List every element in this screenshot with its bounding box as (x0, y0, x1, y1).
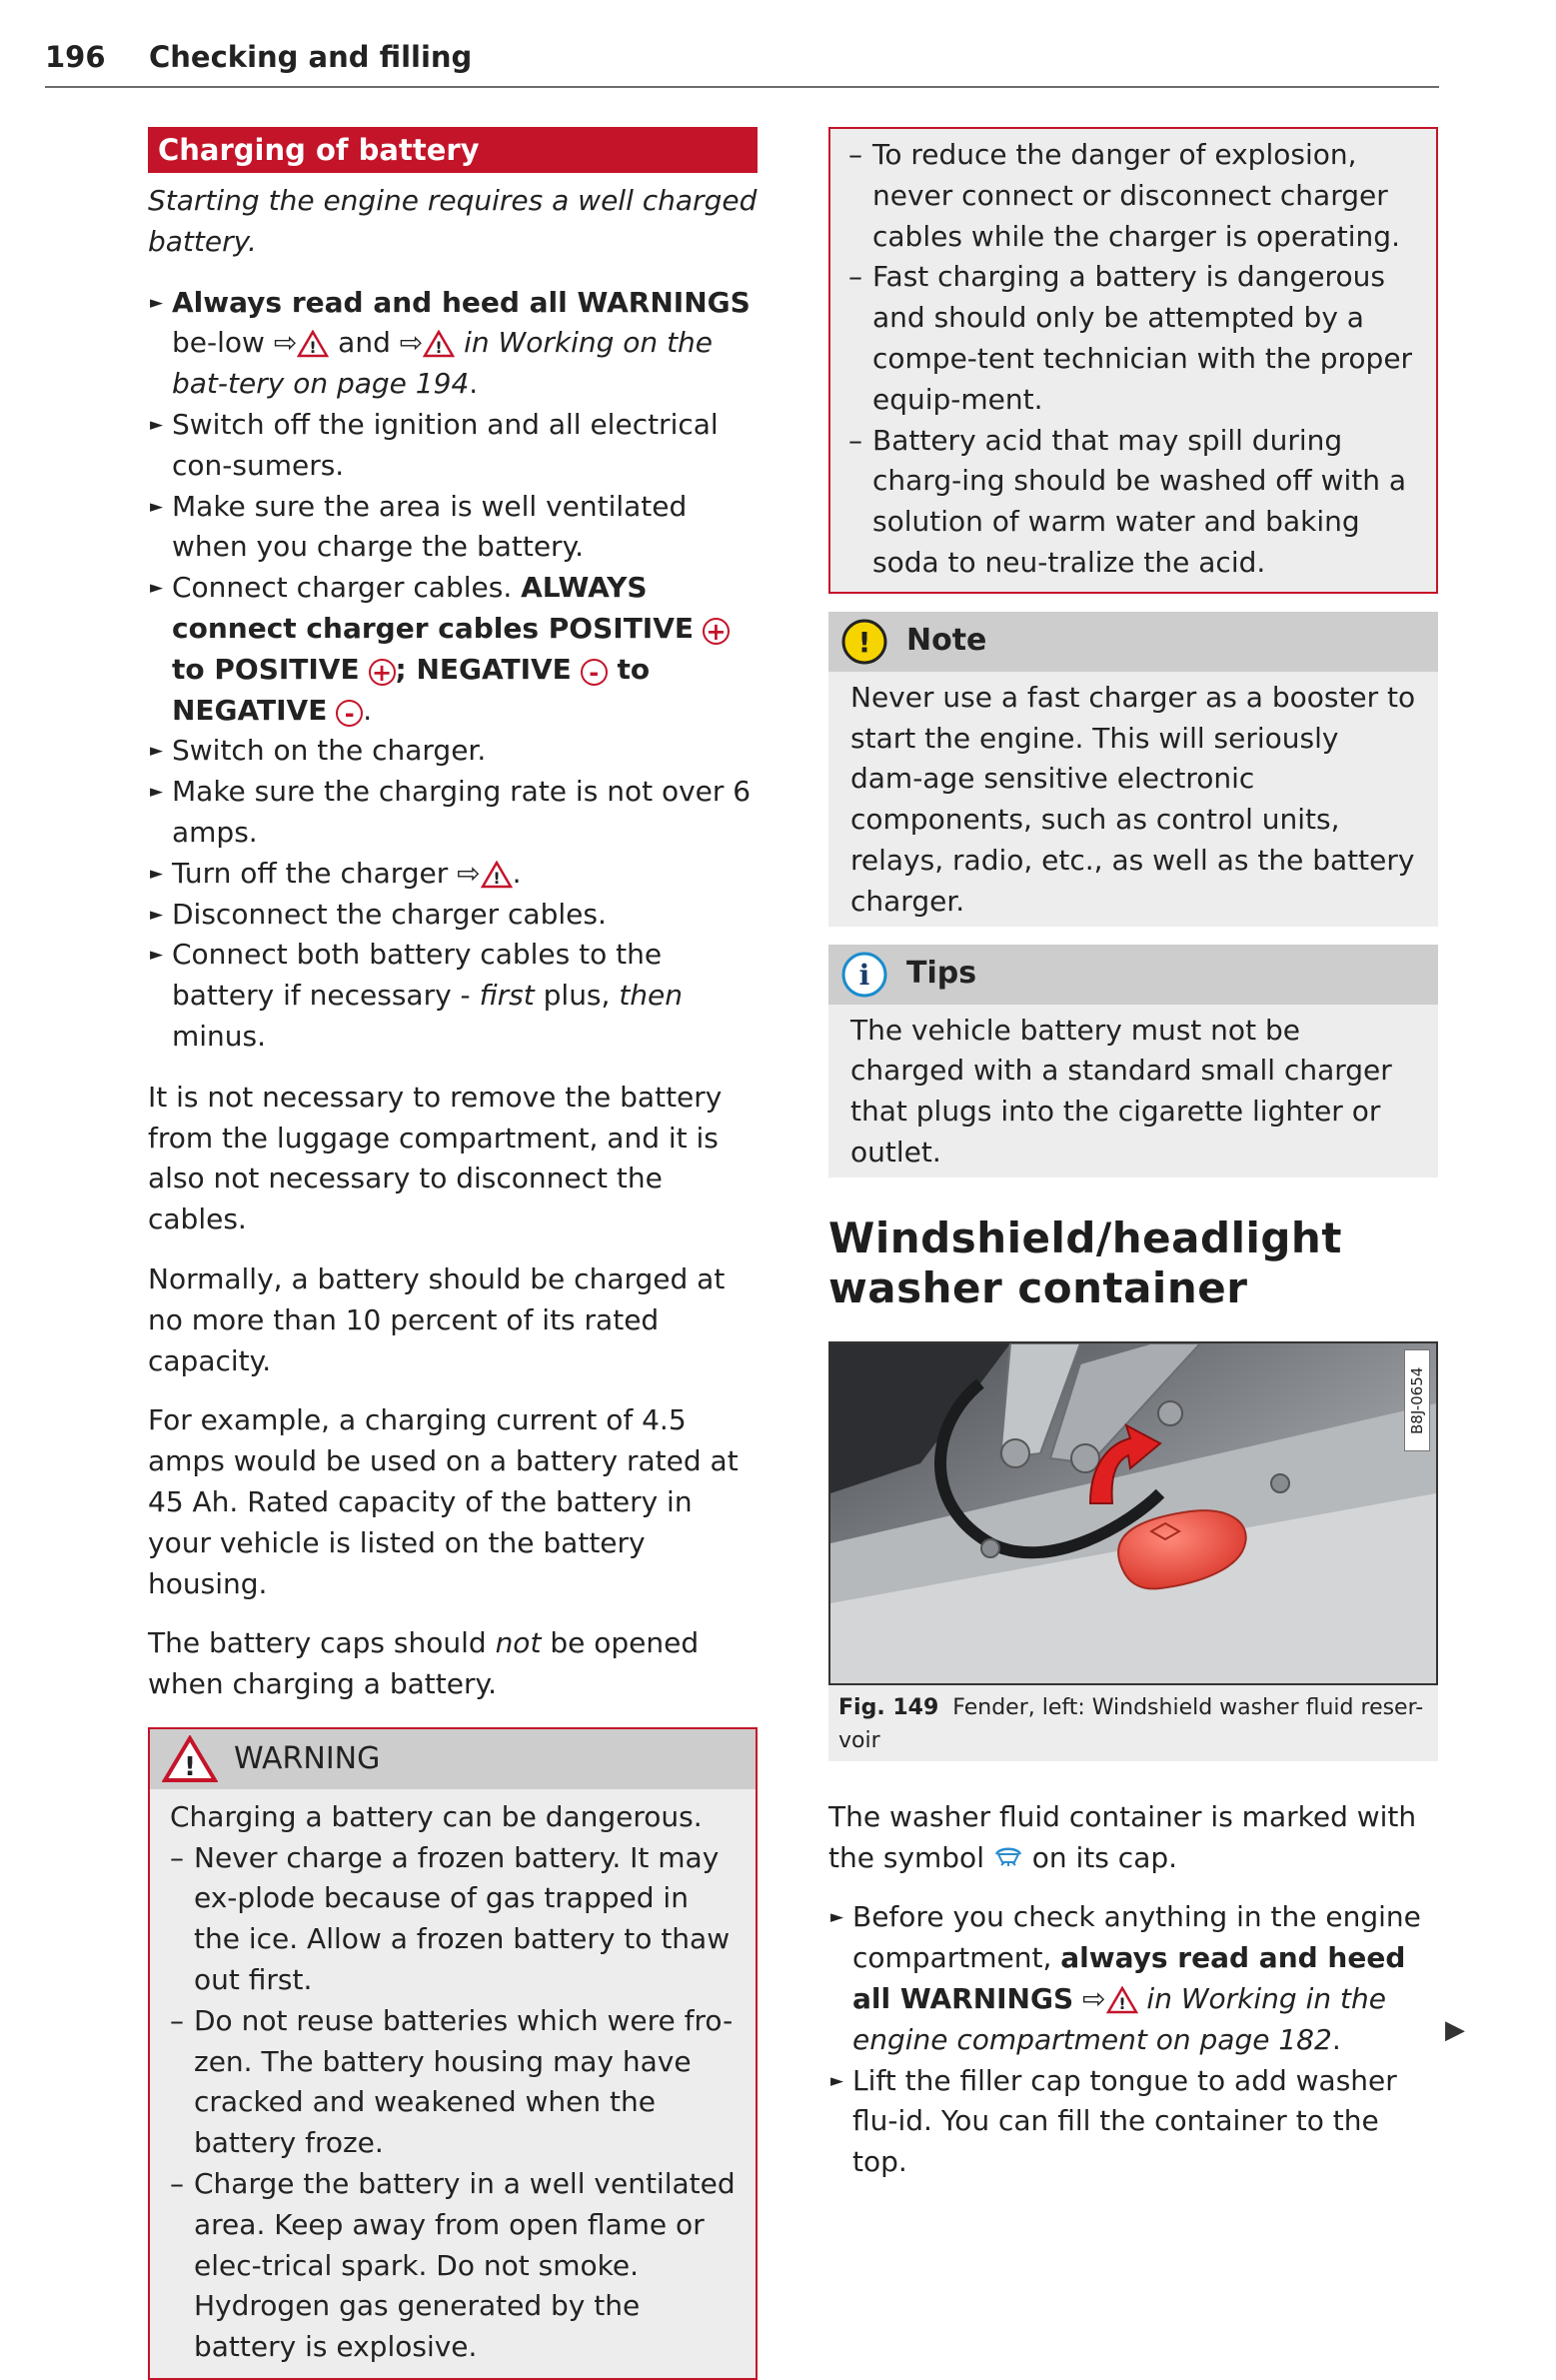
bullet-arrow-icon: ► (150, 578, 164, 599)
bullet-arrow-icon: ► (150, 863, 164, 884)
warning-triangle-icon (1106, 1986, 1138, 2014)
positive-terminal-icon: + (703, 618, 730, 645)
page-number: 196 (45, 40, 106, 74)
bullet-arrow-icon: ► (150, 782, 164, 803)
figure-code: B8J-0654 (1404, 1349, 1430, 1451)
bullet-arrow-icon: ► (150, 292, 164, 313)
chapter-title: Checking and filling (149, 40, 473, 74)
list-item: – To reduce the danger of explosion, never connect or disconnect charger cables while the charger is operating. (848, 135, 1418, 257)
negative-terminal-icon: - (581, 659, 608, 686)
list-item: – Battery acid that may spill during charg-ing should be washed off with a solution of warm water and baking soda to neu-tralize the acid. (848, 421, 1418, 584)
figure-image (828, 1341, 1438, 1685)
section-heading: Charging of battery (148, 127, 758, 173)
list-item: ► Lift the filler cap tongue to add washer flu-id. You can fill the container to the top. (828, 2061, 1438, 2183)
continue-arrow-icon: ▶ (1445, 2015, 1465, 2045)
list-item: – Fast charging a battery is dangerous and should only be attempted by a compe-tent technician with the proper equip-ment. (848, 257, 1418, 420)
list-item: – Never charge a frozen battery. It may ex-plode because of gas trapped in the ice. Allow a frozen battery to thaw out first. (170, 1838, 738, 2001)
bullet-arrow-icon: ► (150, 414, 164, 435)
charging-steps (148, 283, 758, 1058)
list-item: – Charge the battery in a well ventilated area. Keep away from open flame or elec-trical spark. Do not smoke. Hydrogen gas generated by the battery is explosive. (170, 2164, 738, 2368)
note-text: Never use a fast charger as a booster to start the engine. This will seriously dam-age sensitive electronic components, such as control units, relays, radio, etc., as well as the battery charger. (850, 680, 1416, 918)
paragraph: The washer fluid container is marked with the symbol on its cap. (828, 1799, 1417, 1874)
bullet-arrow-icon: ► (150, 945, 164, 966)
list-item: ► Make sure the area is well ventilated when you charge the battery. (148, 487, 758, 569)
paragraph: For example, a charging current of 4.5 amps would be used on a battery rated at 45 Ah. Rated capacity of the battery in your vehicle is listed on the battery housing. (148, 1403, 739, 1600)
note-header (828, 612, 1438, 672)
positive-terminal-icon: + (369, 659, 396, 686)
warning-box (148, 1727, 758, 2380)
list-item: ► Turn off the charger ⇨ ! . (148, 854, 758, 895)
washer-steps (828, 1897, 1438, 2183)
list-item: ► Connect charger cables. ALWAYS connect charger cables POSITIVE + to POSITIVE + ; NEGATIVE - to NEGATIVE - . (148, 568, 758, 731)
washer-fluid-icon (993, 1844, 1023, 1870)
figure (828, 1341, 1438, 1761)
warning-triangle-icon (297, 330, 329, 358)
bullet-arrow-icon: ► (150, 741, 164, 762)
warning-body (150, 1789, 756, 2378)
bullet-arrow-icon: ► (830, 2070, 844, 2091)
exclamation-circle-icon (840, 618, 888, 666)
paragraph: It is not necessary to remove the battery from the luggage compartment, and it is also not necessary to disconnect the cables. (148, 1080, 723, 1236)
tips-text: The vehicle battery must not be charged with a standard small charger that plugs into the cigarette lighter or outlet. (850, 1013, 1392, 1169)
svg-text:!: ! (309, 338, 317, 358)
list-item: ► Before you check anything in the engine compartment, always read and heed all WARNINGS ⇨ ! in Working in the engine compartment on page 182. (828, 1897, 1438, 2060)
bullet-arrow-icon: ► (830, 1907, 844, 1928)
tips-header (828, 945, 1438, 1005)
warning-triangle-icon (423, 330, 455, 358)
list-item: ► Disconnect the charger cables. (148, 895, 758, 936)
svg-text:i: i (858, 958, 870, 992)
negative-terminal-icon: - (336, 700, 363, 727)
bullet-arrow-icon: ► (150, 904, 164, 925)
bullet-arrow-icon: ► (150, 496, 164, 517)
warning-triangle-icon (162, 1735, 218, 1783)
warning-label: WARNING (234, 1740, 381, 1776)
running-header (45, 40, 1439, 88)
list-item: ► Always read and heed all WARNINGS be-low ⇨ ! and ⇨ ! in Working on the bat-tery on page 194. (148, 283, 758, 405)
section-heading: Windshield/headlight washer container (828, 1212, 1342, 1312)
svg-text:!: ! (1117, 1993, 1126, 2013)
tips-label: Tips (906, 956, 977, 992)
warning-triangle-icon (481, 861, 513, 889)
list-item: ► Connect both battery cables to the battery if necessary - first plus, then minus. (148, 935, 758, 1057)
note-box (828, 612, 1438, 927)
list-item: ► Make sure the charging rate is not over 6 amps. (148, 772, 758, 854)
left-column (148, 127, 758, 2380)
cross-reference-link[interactable]: in Working on the bat-tery on page 194 (172, 326, 714, 401)
right-column (828, 127, 1438, 2183)
info-circle-icon (840, 951, 888, 999)
figure-label: Fig. 149 (838, 1694, 939, 1720)
figure-caption: Fig. 149 Fender, left: Windshield washer fluid reser-voir (828, 1685, 1438, 1761)
svg-text:!: ! (857, 625, 871, 659)
svg-text:!: ! (435, 338, 443, 358)
note-label: Note (906, 623, 987, 659)
paragraph: The battery caps should not be opened when charging a battery. (148, 1626, 700, 1701)
warning-lead: Charging a battery can be dangerous. (170, 1799, 703, 1833)
list-item: – Do not reuse batteries which were fro-zen. The battery housing may have cracked and weakened when the battery froze. (170, 2001, 738, 2164)
paragraph: Normally, a battery should be charged at no more than 10 percent of its rated capacity. (148, 1261, 726, 1377)
tips-box (828, 945, 1438, 1178)
svg-text:!: ! (492, 868, 501, 888)
warning-header (150, 1729, 756, 1789)
list-item: ► Switch off the ignition and all electrical con-sumers. (148, 405, 758, 487)
warning-box-continued (828, 127, 1438, 594)
cross-reference-link[interactable]: in Working in the engine compartment on page 182 (852, 1981, 1386, 2056)
list-item: ► Switch on the charger. (148, 731, 758, 772)
intro-text: Starting the engine requires a well charged battery. (148, 184, 758, 258)
engine-bay-illustration (830, 1343, 1436, 1683)
svg-text:!: ! (184, 1751, 196, 1782)
